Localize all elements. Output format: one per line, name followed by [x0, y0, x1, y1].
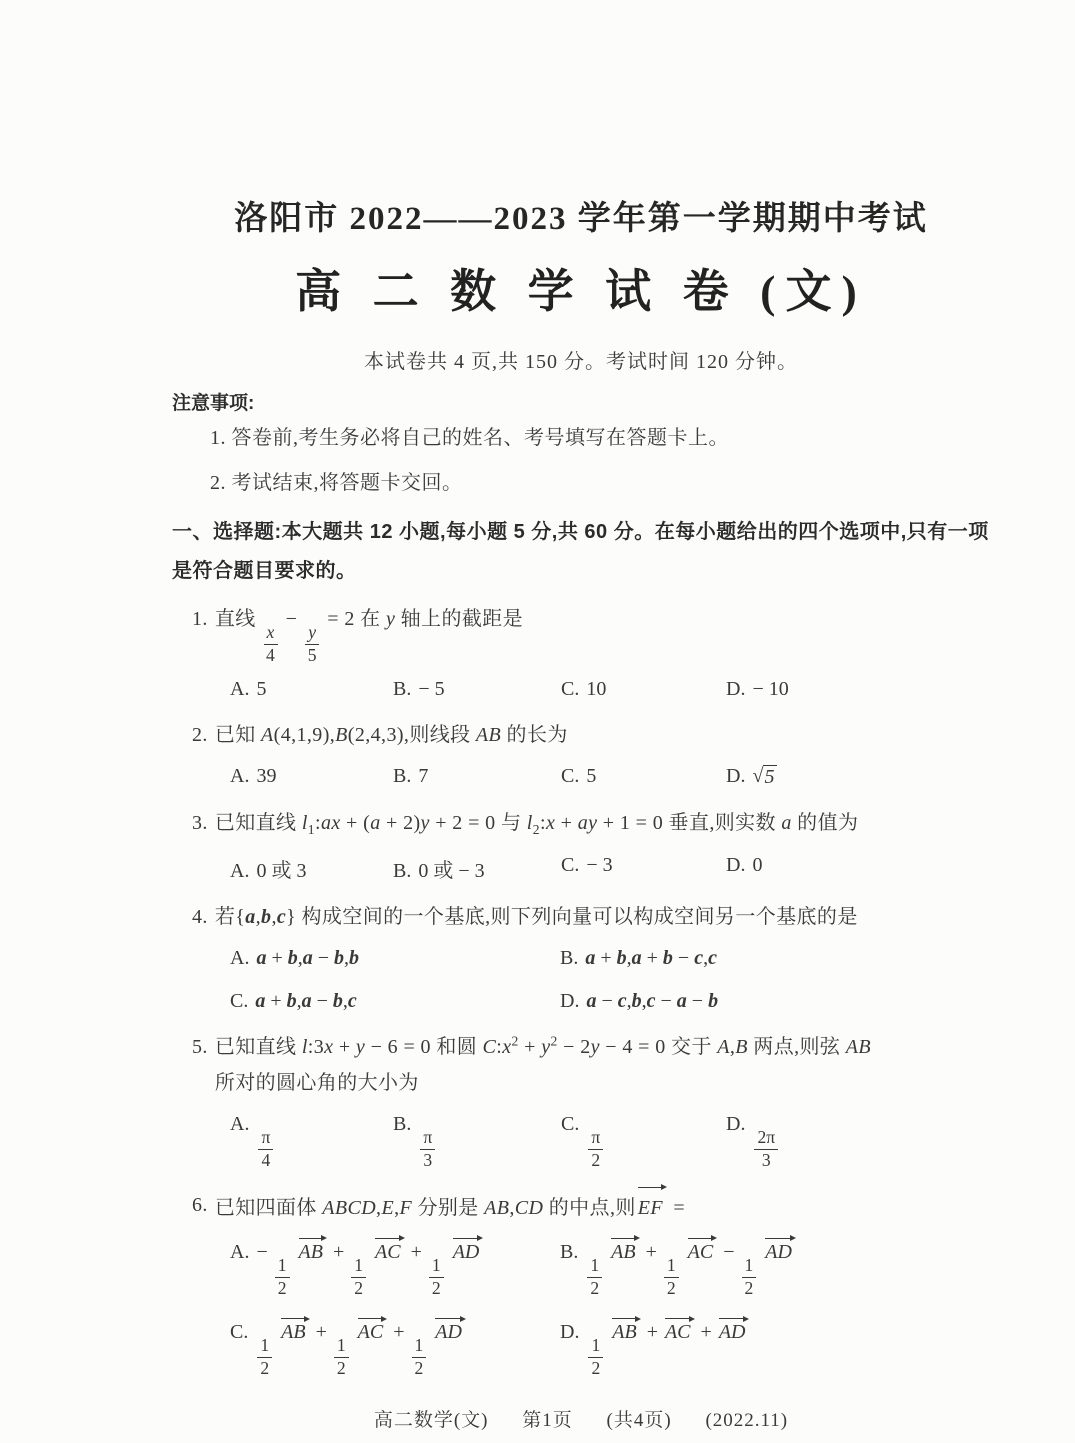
question-stem [172, 1029, 990, 1101]
option-label: C. [561, 1113, 580, 1136]
option-content: √ 5 [752, 765, 777, 787]
option-label: B. [560, 1240, 579, 1263]
option-content: $\frac{\pi}{2}$ [586, 1113, 605, 1135]
question-stem [172, 601, 990, 666]
option-content: − 10 [752, 677, 789, 700]
option-content: 10 [586, 677, 607, 700]
option-label: C. [230, 990, 249, 1013]
option-content: 39 [256, 764, 277, 787]
option-content: a − c,b,c − a − b [586, 990, 719, 1013]
question-text: 已知直线 $l_1:ax + (a + 2)y + 2 = 0$ 与 $l_2:x$ + ay + 1 = 0 垂直,则实数 a 的值为 [214, 811, 859, 837]
option-label: B. [393, 677, 412, 700]
option-label: C. [561, 764, 580, 787]
exam-title: 洛阳市 2022——2023 学年第一学期期中考试 [234, 201, 928, 237]
question-3 [172, 805, 990, 883]
option-content: − 3 [586, 854, 613, 877]
question-number: 1. [192, 608, 208, 630]
option-D [726, 765, 990, 789]
question-stem [172, 805, 990, 842]
option-C [561, 1113, 726, 1171]
question-text: 直线 $\frac{x}{4}$ − $\frac{y}{5}$ = 2 在 y 轴上的截距是 [214, 608, 524, 665]
exam-info-line: 本试卷共 4 页,共 150 分。考试时间 120 分钟。 [364, 351, 798, 373]
notice-heading: 注意事项: [172, 393, 255, 414]
option-label: D. [726, 764, 746, 787]
option-label: D. [726, 677, 746, 700]
question-stem [172, 717, 990, 753]
footer-course: 高二数学(文) [373, 1409, 489, 1431]
option-A [230, 1238, 560, 1299]
option-content: 0 或 3 [256, 860, 307, 883]
option-B [560, 947, 990, 970]
option-label: B. [393, 764, 412, 787]
options-row [172, 947, 990, 1013]
option-C [230, 990, 560, 1013]
question-4 [172, 899, 990, 1013]
options-row [172, 1238, 990, 1379]
option-label: C. [561, 677, 580, 700]
option-label: B. [393, 860, 412, 883]
option-B [393, 678, 561, 701]
question-text: 已知四面体 ABCD,E,F 分别是 AB,CD 的中点,则 EF = [215, 1187, 990, 1226]
question-1 [172, 601, 990, 701]
option-label: A. [230, 947, 250, 970]
footer-date: (2022.11) [705, 1409, 789, 1431]
option-C [561, 678, 726, 701]
option-B [393, 854, 561, 883]
question-stem [172, 899, 990, 935]
option-A [230, 765, 393, 789]
option-C [230, 1318, 560, 1379]
question-number: 5. [192, 1036, 208, 1059]
option-D [726, 854, 990, 883]
question-5 [172, 1029, 990, 1171]
options-row [172, 678, 990, 701]
question-number: 2. [192, 723, 208, 746]
option-A [230, 678, 393, 701]
option-content: $\frac{1}{2}$ AB + $\frac{1}{2}$ AC + $\frac{1}{2}$ AD [255, 1321, 467, 1343]
question-text: 已知 A(4,1,9),B(2,4,3),则线段 AB 的长为 [214, 723, 568, 746]
option-label: D. [726, 1113, 746, 1136]
option-label: B. [393, 1113, 412, 1136]
option-B [393, 765, 561, 789]
option-label: D. [726, 854, 746, 877]
option-label: D. [560, 990, 580, 1013]
options-row [172, 765, 990, 789]
option-D [560, 990, 990, 1013]
option-content: $\frac{\pi}{3}$ [418, 1113, 437, 1135]
question-stem [172, 1187, 990, 1226]
notice-item-1: 1. 答卷前,考生务必将自己的姓名、考号填写在答题卡上。 [210, 427, 729, 449]
option-label: A. [230, 860, 250, 883]
option-content: $\frac{1}{2}$ AB + AC + AD [586, 1321, 750, 1343]
option-A [230, 947, 560, 970]
option-content: 0 或 − 3 [418, 860, 485, 883]
question-text: 若{a,b,c} 构成空间的一个基底,则下列向量可以构成空间另一个基底的是 [214, 906, 858, 929]
option-B [393, 1113, 561, 1171]
option-content: a + b,a − b,b [256, 947, 360, 970]
option-content: − $\frac{1}{2}$ AB + $\frac{1}{2}$ AC + $\frac{1}{2}$ AD [256, 1241, 484, 1263]
option-D [560, 1318, 990, 1379]
option-content: 0 [752, 854, 763, 877]
option-C [561, 854, 726, 883]
option-A [230, 1113, 393, 1171]
option-content: $\frac{2\pi}{3}$ [752, 1113, 780, 1135]
option-label: A. [230, 677, 250, 700]
option-label: C. [230, 1321, 249, 1344]
option-label: A. [230, 1113, 250, 1136]
option-A [230, 854, 393, 883]
option-D [726, 1113, 990, 1171]
question-number: 6. [192, 1193, 208, 1216]
page-footer [172, 1405, 990, 1432]
section-heading-choice: 一、选择题:本大题共 12 小题,每小题 5 分,共 60 分。在每小题给出的四个选项中,只有一项是符合题目要求的。 [172, 521, 989, 582]
option-C [561, 765, 726, 789]
questions [172, 601, 990, 1379]
option-label: A. [230, 1240, 250, 1263]
option-B [560, 1238, 990, 1299]
question-number: 3. [192, 811, 208, 834]
options-row [172, 1113, 990, 1171]
options-row [172, 854, 990, 883]
footer-page-number: 第1页 [522, 1409, 573, 1431]
option-content: $\frac{\pi}{4}$ [256, 1113, 275, 1135]
question-6 [172, 1187, 990, 1379]
option-content: − 5 [418, 677, 445, 700]
option-content: 5 [586, 764, 597, 787]
option-label: B. [560, 947, 579, 970]
footer-total-pages: (共4页) [606, 1409, 672, 1431]
option-label: C. [561, 854, 580, 877]
option-label: A. [230, 764, 250, 787]
notice-item-2: 2. 考试结束,将答题卡交回。 [210, 472, 463, 494]
option-label: D. [560, 1321, 580, 1344]
option-content: $\frac{1}{2}$ AB + $\frac{1}{2}$ AC − $\frac{1}{2}$ AD [585, 1241, 797, 1263]
option-content: a + b,a + b − c,c [585, 947, 717, 970]
paper-subtitle: 高 二 数 学 试 卷 (文) [295, 266, 867, 317]
option-content: 5 [256, 677, 267, 700]
option-content: a + b,a − b,c [255, 990, 357, 1013]
question-text: 已知直线 l:3x + y − 6 = 0 和圆 $C:x^2 + y^2 - 2y - 4 = 0$ 交于 A,B 两点,则弦 AB 所对的圆心角的大小为 [214, 1033, 871, 1095]
question-2 [172, 717, 990, 789]
option-D [726, 678, 990, 701]
option-content: 7 [418, 764, 429, 787]
question-number: 4. [192, 906, 208, 929]
